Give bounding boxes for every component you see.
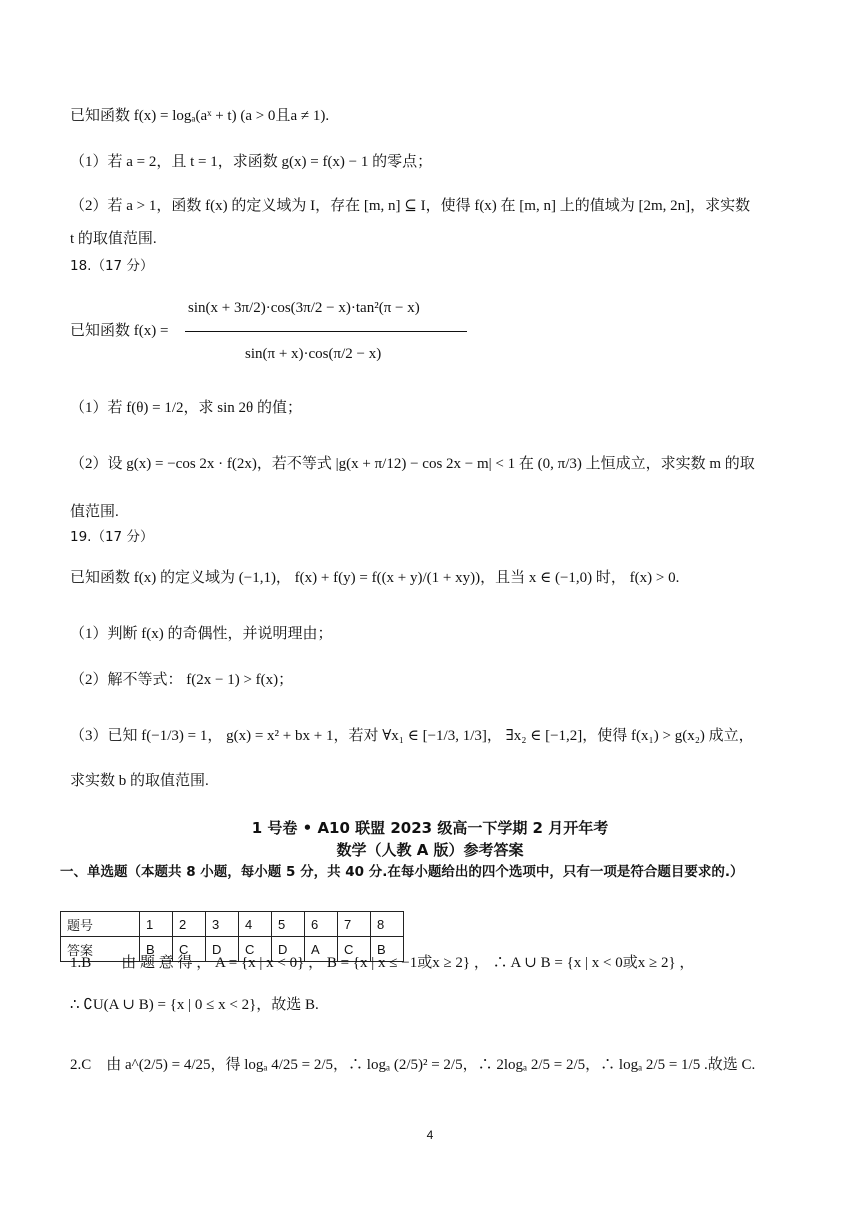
table-cell: D (206, 937, 239, 962)
table-cell: 2 (173, 912, 206, 937)
solution-1-line1: 1.B 由 题 意 得 ， A = {x | x < 0} ， B = {x | x ≤ −1或x ≥ 2} ， ∴ A ∪ B = {x | x < 0或x ≥ 2} ， (70, 955, 695, 971)
table-cell: A (305, 937, 338, 962)
table-cell: 3 (206, 912, 239, 937)
q18-part2-line2: 值范围. (70, 504, 119, 520)
q18-part1: （1）若 f(θ) = 1/2，求 sin 2θ 的值； (70, 400, 302, 416)
table-cell: C (338, 937, 371, 962)
table-cell: C (239, 937, 272, 962)
table-header-cell: 答案 (61, 937, 140, 962)
table-cell: 6 (305, 912, 338, 937)
table-cell: B (371, 937, 404, 962)
q18-denominator: sin(π + x)·cos(π/2 − x) (245, 346, 382, 362)
q18-intro-prefix: 已知函数 f(x) = (70, 323, 169, 339)
q17-intro: 已知函数 f(x) = logₐ(aˣ + t) (a > 0且a ≠ 1). (70, 108, 330, 124)
q18-part2-line1: （2）设 g(x) = −cos 2x · f(2x)，若不等式 |g(x + π/12) − cos 2x − m| < 1 在 (0, π/3) 上恒成立，求实数 m 的取 (70, 456, 755, 472)
q19-header: 19.（17 分） (70, 529, 154, 545)
page-number: 4 (426, 1128, 434, 1142)
table-cell: 5 (272, 912, 305, 937)
answer-title-2: 数学（人教 A 版）参考答案 (336, 841, 524, 859)
table-cell: C (173, 937, 206, 962)
answer-title-1: 1 号卷 • A10 联盟 2023 级高一下学期 2 月开年考 (251, 819, 609, 837)
table-header-cell: 题号 (61, 912, 140, 937)
q19-part3-line2: 求实数 b 的取值范围. (70, 773, 209, 789)
q17-part1: （1）若 a = 2，且 t = 1，求函数 g(x) = f(x) − 1 的零点； (70, 154, 433, 170)
q17-part2-line2: t 的取值范围. (70, 231, 157, 247)
q18-header: 18.（17 分） (70, 258, 154, 274)
table-cell: 8 (371, 912, 404, 937)
table-cell: B (140, 937, 173, 962)
q19-part3-line1: （3）已知 f(−1/3) = 1， g(x) = x² + bx + 1，若对 ∀x₁ ∈ [−1/3, 1/3]， ∃x₂ ∈ [−1,2]，使得 f(x₁) > g(x₂) 成立， (70, 728, 754, 744)
q18-numerator: sin(x + 3π/2)·cos(3π/2 − x)·tan²(π − x) (188, 300, 420, 316)
table-cell: D (272, 937, 305, 962)
table-row-numbers (61, 912, 404, 937)
table-cell: 1 (140, 912, 173, 937)
q17-part2-line1: （2）若 a > 1，函数 f(x) 的定义域为 I，存在 [m, n] ⊆ I，使得 f(x) 在 [m, n] 上的值域为 [2m, 2n]，求实数 (70, 198, 751, 214)
table-cell: 4 (239, 912, 272, 937)
solution-1-line2: ∴ ∁U(A ∪ B) = {x | 0 ≤ x < 2}，故选 B. (70, 997, 319, 1013)
solution-2: 2.C 由 a^(2/5) = 4/25，得 logₐ 4/25 = 2/5，∴ logₐ (2/5)² = 2/5，∴ 2logₐ 2/5 = 2/5，∴ logₐ 2/5 = 1/5 .故选 C. (70, 1057, 756, 1073)
table-cell: 7 (338, 912, 371, 937)
q18-fraction-bar (185, 331, 467, 332)
q19-part2: （2）解不等式： f(2x − 1) > f(x)； (70, 672, 294, 688)
q19-intro: 已知函数 f(x) 的定义域为 (−1,1)， f(x) + f(y) = f((x + y)/(1 + xy))，且当 x ∈ (−1,0) 时， f(x) > 0. (70, 570, 680, 586)
q19-part1: （1）判断 f(x) 的奇偶性，并说明理由； (70, 626, 333, 642)
section-heading-single-choice: 一、单选题（本题共 8 小题，每小题 5 分，共 40 分.在每小题给出的四个选项中，只有一项是符合题目要求的.） (60, 864, 744, 880)
